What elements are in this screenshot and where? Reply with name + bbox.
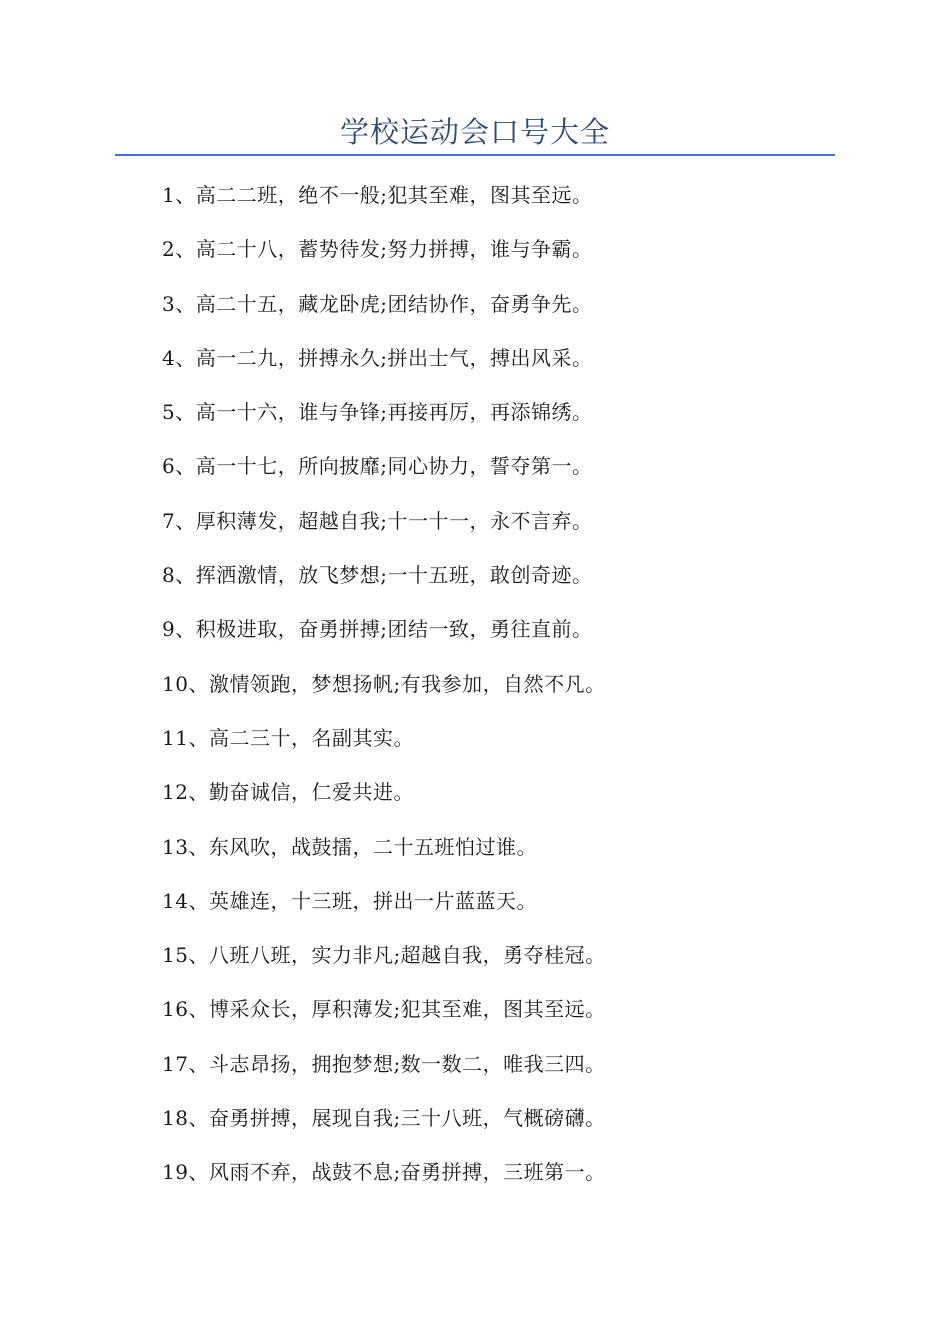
slogan-item: 8、挥洒激情，放飞梦想;一十五班，敢创奇迹。 [162, 563, 593, 588]
slogan-item: 11、高二三十，名副其实。 [162, 725, 414, 750]
slogan-item: 12、勤奋诚信，仁爱共进。 [162, 780, 414, 805]
slogan-item: 9、积极进取，奋勇拼搏;团结一致，勇往直前。 [162, 617, 593, 642]
slogan-item: 1、高二二班，绝不一般;犯其至难，图其至远。 [162, 183, 593, 207]
slogan-item: 16、博采众长，厚积薄发;犯其至难，图其至远。 [162, 997, 606, 1022]
slogan-item: 17、斗志昂扬，拥抱梦想;数一数二，唯我三四。 [162, 1051, 606, 1076]
slogan-item: 2、高二十八，蓄势待发;努力拼搏，谁与争霸。 [162, 237, 593, 262]
slogan-list [162, 177, 822, 1209]
slogan-item: 10、激情领跑，梦想扬帆;有我参加，自然不凡。 [162, 671, 606, 696]
slogan-item: 18、奋勇拼搏，展现自我;三十八班，气概磅礴。 [162, 1106, 606, 1131]
document-title: 学校运动会口号大全 [339, 115, 610, 149]
slogan-item: 5、高一十六，谁与争锋;再接再厉，再添锦绣。 [162, 400, 593, 425]
slogan-item: 19、风雨不弃，战鼓不息;奋勇拼搏，三班第一。 [162, 1160, 606, 1185]
slogan-item: 15、八班八班，实力非凡;超越自我，勇夺桂冠。 [162, 943, 606, 968]
title-underline [115, 154, 835, 156]
slogan-item: 3、高二十五，藏龙卧虎;团结协作，奋勇争先。 [162, 291, 593, 316]
slogan-item: 14、英雄连，十三班，拼出一片蓝蓝天。 [162, 888, 537, 913]
slogan-item: 7、厚积薄发，超越自我;十一十一，永不言弃。 [162, 508, 593, 533]
slogan-item: 4、高一二九，拼搏永久;拼出士气，搏出风采。 [162, 345, 593, 370]
slogan-item: 6、高一十七，所向披靡;同心协力，誓夺第一。 [162, 454, 593, 479]
slogan-item: 13、东风吹，战鼓擂，二十五班怕过谁。 [162, 834, 537, 859]
